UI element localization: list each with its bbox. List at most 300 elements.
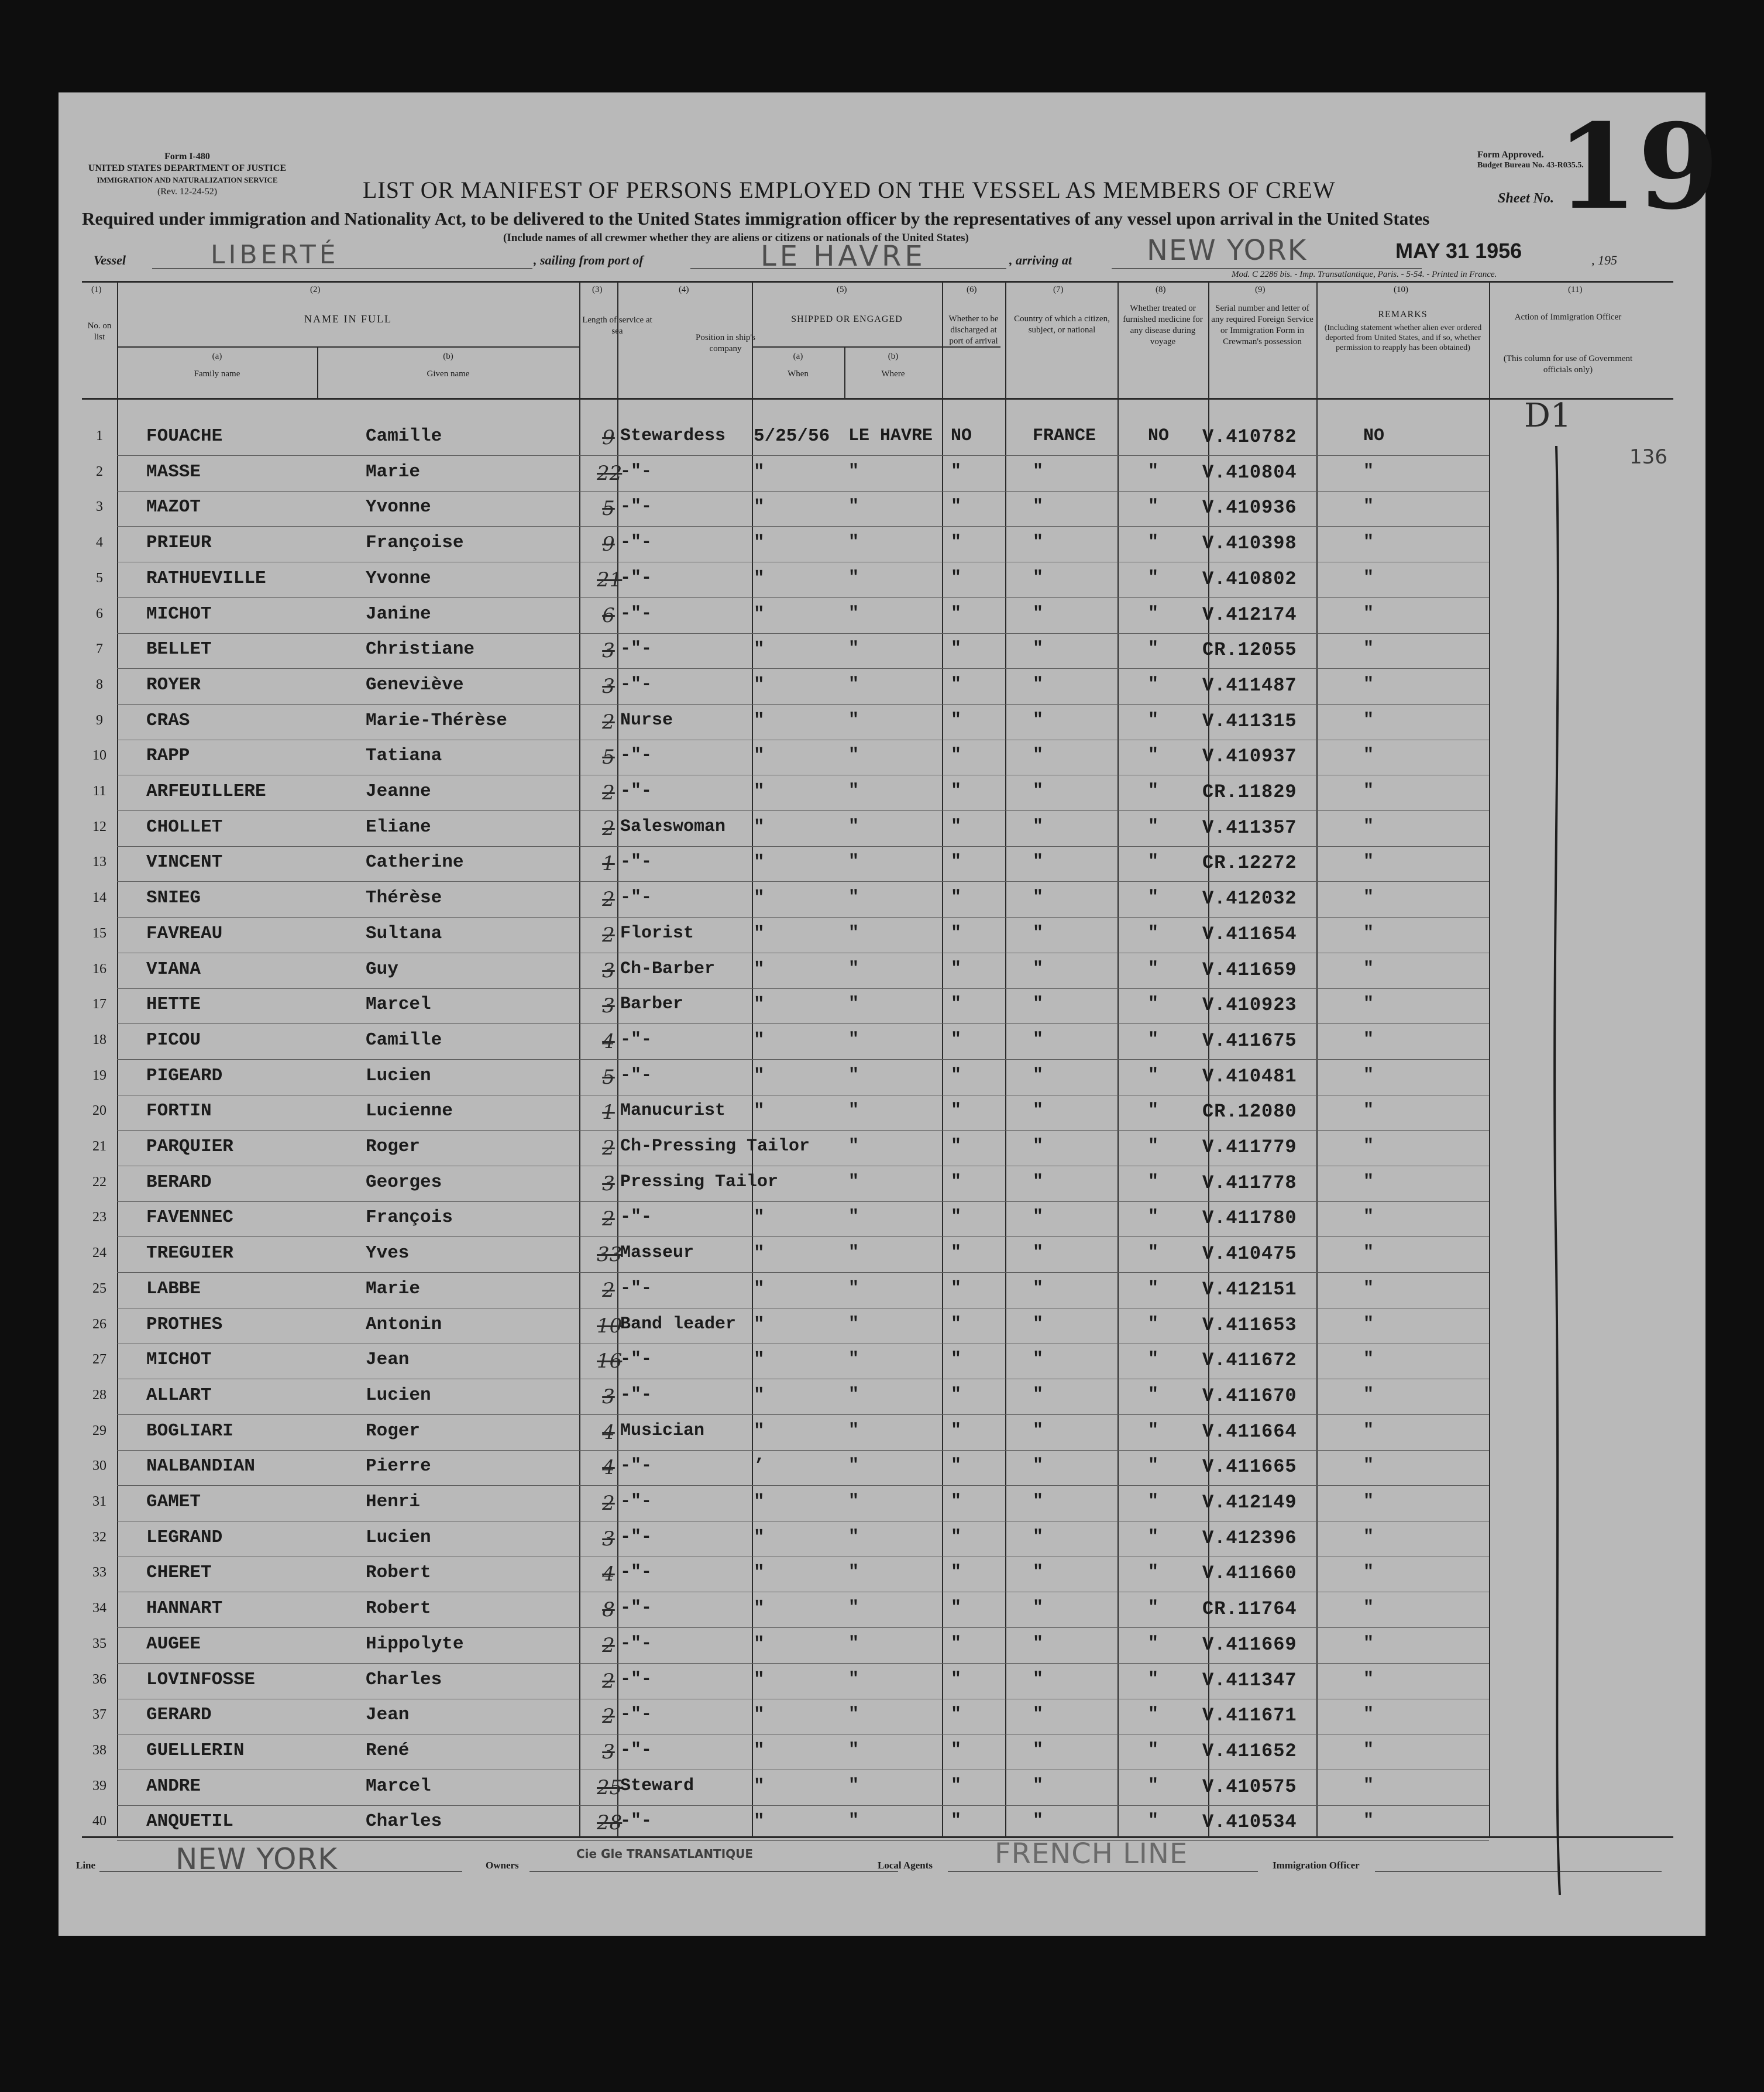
cell-family: FORTIN xyxy=(146,1101,212,1122)
cell-treated: " xyxy=(1148,1456,1159,1476)
cell-disch: " xyxy=(951,1492,962,1512)
cell-remarks: " xyxy=(1363,1456,1374,1476)
cell-treated: " xyxy=(1148,1101,1159,1121)
footer-officer-label: Immigration Officer xyxy=(1273,1860,1360,1871)
cell-disch: " xyxy=(951,1527,962,1547)
cell-country: " xyxy=(1033,1207,1044,1228)
cell-given: Georges xyxy=(366,1172,442,1193)
cell-svc: 2 xyxy=(602,923,615,947)
cell-when: " xyxy=(754,1492,765,1512)
cell-given: François xyxy=(366,1207,453,1228)
cell-svc: 10 xyxy=(597,1314,623,1338)
cell-treated: " xyxy=(1148,1243,1159,1263)
cell-where: " xyxy=(848,1101,859,1121)
cell-pos: -"- xyxy=(620,1562,652,1583)
cell-when: " xyxy=(754,533,765,554)
cell-remarks: " xyxy=(1363,461,1374,482)
cell-serial: V.411670 xyxy=(1202,1385,1297,1407)
cell-serial: V.411357 xyxy=(1202,816,1297,839)
cell-where: " xyxy=(848,1136,859,1156)
cell-country: " xyxy=(1033,1385,1044,1405)
cell-given: Yves xyxy=(366,1243,410,1264)
cell-remarks: " xyxy=(1363,568,1374,588)
cell-when: " xyxy=(754,1740,765,1761)
cell-where: " xyxy=(848,497,859,517)
cell-when: " xyxy=(754,1775,765,1796)
cell-family: BERARD xyxy=(146,1172,212,1193)
row-rule xyxy=(117,917,1489,918)
cell-where: " xyxy=(848,1065,859,1085)
cell-remarks: " xyxy=(1363,1669,1374,1689)
cell-pos: -"- xyxy=(620,568,652,588)
cell-treated: " xyxy=(1148,497,1159,517)
cell-given: Camille xyxy=(366,1029,442,1050)
cell-treated: " xyxy=(1148,1065,1159,1085)
cell-disch: " xyxy=(951,1029,962,1050)
cell-when: " xyxy=(754,603,765,624)
cell-svc: 3 xyxy=(602,639,615,663)
row-rule xyxy=(117,810,1489,811)
cell-remarks: " xyxy=(1363,1349,1374,1370)
cell-remarks: " xyxy=(1363,781,1374,801)
row-rule xyxy=(117,526,1489,527)
cell-pos: -"- xyxy=(620,1456,652,1476)
cell-when: " xyxy=(754,1385,765,1406)
budget-bureau: Budget Bureau No. 43-R035.5. xyxy=(1477,161,1584,170)
cell-serial: V.411779 xyxy=(1202,1136,1297,1158)
cell-pos: Florist xyxy=(620,923,694,943)
col-num: (3) xyxy=(592,285,603,294)
row-rule xyxy=(117,881,1489,882)
row-number: 14 xyxy=(92,890,106,906)
cell-given: Lucien xyxy=(366,1065,431,1086)
footer-line-label: Line xyxy=(76,1860,96,1871)
cell-given: Eliane xyxy=(366,816,431,837)
col-header-officer: Action of Immigration Officer xyxy=(1514,312,1622,322)
cell-where: " xyxy=(848,1172,859,1192)
cell-pos: -"- xyxy=(620,1705,652,1725)
cell-where: " xyxy=(848,1456,859,1476)
col-num: (10) xyxy=(1394,285,1408,294)
cell-svc: 28 xyxy=(597,1811,623,1835)
cell-country: " xyxy=(1033,1278,1044,1299)
row-rule xyxy=(117,1805,1489,1806)
cell-pos: Masseur xyxy=(620,1243,694,1263)
cell-where: " xyxy=(848,1278,859,1299)
col-header-discharged: Whether to be discharged at port of arrival xyxy=(948,314,999,346)
cell-family: AUGEE xyxy=(146,1633,201,1654)
cell-treated: " xyxy=(1148,1207,1159,1228)
cell-when: " xyxy=(754,1633,765,1654)
service: IMMIGRATION AND NATURALIZATION SERVICE xyxy=(97,176,278,184)
row-number: 18 xyxy=(92,1032,106,1047)
cell-treated: " xyxy=(1148,1527,1159,1547)
cell-country: " xyxy=(1033,1598,1044,1619)
cell-country: " xyxy=(1033,1633,1044,1654)
cell-when: " xyxy=(754,888,765,909)
cell-treated: " xyxy=(1148,923,1159,943)
cell-disch: " xyxy=(951,461,962,482)
cell-where: " xyxy=(848,1705,859,1725)
cell-svc: 5 xyxy=(602,746,615,770)
cell-where: " xyxy=(848,1740,859,1760)
cell-remarks: " xyxy=(1363,533,1374,553)
cell-family: CRAS xyxy=(146,710,190,731)
cell-svc: 9 xyxy=(602,426,615,449)
cell-treated: " xyxy=(1148,781,1159,801)
cell-country: " xyxy=(1033,568,1044,588)
row-rule xyxy=(117,1023,1489,1024)
cell-treated: " xyxy=(1148,1633,1159,1654)
col-num: (7) xyxy=(1053,285,1064,294)
col-header-no: No. on list xyxy=(87,321,112,342)
cell-where: " xyxy=(848,1527,859,1547)
row-rule xyxy=(117,455,1489,456)
row-number: 23 xyxy=(92,1210,106,1225)
cell-serial: V.410804 xyxy=(1202,461,1297,483)
cell-serial: V.411315 xyxy=(1202,710,1297,732)
cell-country: " xyxy=(1033,1101,1044,1121)
col-num: (5) xyxy=(837,285,847,294)
col-num: (4) xyxy=(679,285,689,294)
row-number: 40 xyxy=(92,1813,106,1829)
row-number: 33 xyxy=(92,1565,106,1581)
cell-where: " xyxy=(848,1492,859,1512)
row-number: 12 xyxy=(92,819,106,834)
cell-where: " xyxy=(848,1029,859,1050)
cell-svc: 3 xyxy=(602,959,615,983)
cell-family: MICHOT xyxy=(146,603,212,624)
cell-family: BOGLIARI xyxy=(146,1420,233,1441)
cell-given: Tatiana xyxy=(366,746,442,767)
cell-remarks: NO xyxy=(1363,426,1385,446)
cell-remarks: " xyxy=(1363,1562,1374,1583)
cell-serial: CR.12080 xyxy=(1202,1101,1297,1123)
cell-family: LEGRAND xyxy=(146,1527,223,1548)
cell-treated: " xyxy=(1148,1136,1159,1156)
cell-given: Marcel xyxy=(366,994,431,1015)
cell-family: GUELLERIN xyxy=(146,1740,245,1761)
cell-country: FRANCE xyxy=(1033,426,1096,446)
cell-where: " xyxy=(848,533,859,553)
cell-given: Jeanne xyxy=(366,781,431,802)
cell-disch: " xyxy=(951,781,962,801)
cell-when: " xyxy=(754,1029,765,1050)
cell-family: TREGUIER xyxy=(146,1243,233,1264)
col-num: (2) xyxy=(310,285,321,294)
cell-pos: -"- xyxy=(620,639,652,659)
col-sub-tag: (a) xyxy=(793,352,803,361)
officer-bracket-line xyxy=(1539,444,1580,1906)
row-number: 8 xyxy=(96,676,103,692)
cell-disch: " xyxy=(951,1562,962,1583)
cell-svc: 3 xyxy=(602,1740,615,1764)
cell-family: VIANA xyxy=(146,959,201,980)
cell-country: " xyxy=(1033,1172,1044,1192)
cell-country: " xyxy=(1033,816,1044,837)
cell-serial: V.411347 xyxy=(1202,1669,1297,1691)
cell-serial: V.410937 xyxy=(1202,746,1297,768)
cell-given: René xyxy=(366,1740,410,1761)
cell-family: CHERET xyxy=(146,1562,212,1583)
cell-pos: -"- xyxy=(620,1349,652,1370)
cell-country: " xyxy=(1033,461,1044,482)
cell-svc: 2 xyxy=(602,781,615,805)
cell-pos: Barber xyxy=(620,994,684,1015)
cell-pos: -"- xyxy=(620,497,652,517)
row-number: 1 xyxy=(96,428,103,444)
cell-family: VINCENT xyxy=(146,852,223,873)
include-note: (Include names of all crewmer whether they are aliens or citizens or nationals of the United States) xyxy=(503,232,969,244)
cell-given: Pierre xyxy=(366,1456,431,1477)
row-rule xyxy=(117,1414,1489,1415)
cell-country: " xyxy=(1033,1811,1044,1832)
cell-treated: " xyxy=(1148,994,1159,1015)
cell-pos: Saleswoman xyxy=(620,816,726,837)
cell-pos: -"- xyxy=(620,533,652,553)
cell-where: LE HAVRE xyxy=(848,426,933,446)
cell-serial: V.411778 xyxy=(1202,1172,1297,1194)
cell-pos: Musician xyxy=(620,1420,705,1441)
cell-serial: CR.12272 xyxy=(1202,852,1297,874)
cell-svc: 3 xyxy=(602,1385,615,1409)
row-number: 16 xyxy=(92,961,106,977)
row-number: 31 xyxy=(92,1494,106,1509)
cell-treated: " xyxy=(1148,533,1159,553)
cell-serial: V.410481 xyxy=(1202,1065,1297,1087)
row-rule xyxy=(117,1627,1489,1628)
row-rule xyxy=(117,704,1489,705)
cell-disch: " xyxy=(951,1598,962,1619)
cell-remarks: " xyxy=(1363,1633,1374,1654)
officer-count: 136 xyxy=(1629,445,1667,469)
cell-remarks: " xyxy=(1363,1136,1374,1156)
cell-pos: -"- xyxy=(620,674,652,695)
cell-remarks: " xyxy=(1363,1065,1374,1085)
cell-when: 5/25/56 xyxy=(754,426,830,446)
cell-disch: " xyxy=(951,568,962,588)
cell-where: " xyxy=(848,923,859,943)
cell-pos: -"- xyxy=(620,461,652,482)
row-rule xyxy=(117,1663,1489,1664)
footer-agents-label: Local Agents xyxy=(878,1860,933,1871)
col-header-serial: Serial number and letter of any required Foreign Service or Immigration Form in Crewman's possession xyxy=(1211,304,1313,346)
cell-country: " xyxy=(1033,603,1044,624)
cell-svc: 3 xyxy=(602,1172,615,1196)
cell-country: " xyxy=(1033,710,1044,730)
cell-svc: 22 xyxy=(597,461,623,485)
cell-when: " xyxy=(754,852,765,873)
cell-serial: CR.11764 xyxy=(1202,1598,1297,1620)
cell-family: FAVENNEC xyxy=(146,1207,233,1228)
cell-when: " xyxy=(754,1243,765,1264)
cell-where: " xyxy=(848,1420,859,1441)
cell-given: Camille xyxy=(366,426,442,446)
sailing-label: , sailing from port of xyxy=(534,253,644,267)
cell-remarks: " xyxy=(1363,994,1374,1015)
cell-treated: " xyxy=(1148,1314,1159,1334)
cell-country: " xyxy=(1033,1669,1044,1689)
cell-country: " xyxy=(1033,746,1044,766)
cell-disch: " xyxy=(951,1207,962,1228)
col-header-remarks: REMARKS xyxy=(1378,310,1428,320)
cell-country: " xyxy=(1033,994,1044,1015)
col-num: (11) xyxy=(1568,285,1583,294)
cell-remarks: " xyxy=(1363,1314,1374,1334)
cell-svc: 2 xyxy=(602,816,615,840)
cell-where: " xyxy=(848,1811,859,1832)
cell-pos: -"- xyxy=(620,1669,652,1689)
cell-country: " xyxy=(1033,1456,1044,1476)
cell-svc: 4 xyxy=(602,1029,615,1053)
cell-country: " xyxy=(1033,1420,1044,1441)
cell-treated: " xyxy=(1148,1705,1159,1725)
cell-serial: V.412032 xyxy=(1202,888,1297,910)
cell-serial: V.411672 xyxy=(1202,1349,1297,1372)
col-num: (8) xyxy=(1156,285,1166,294)
cell-when: " xyxy=(754,1669,765,1690)
cell-disch: " xyxy=(951,1243,962,1263)
cell-pos: -"- xyxy=(620,603,652,624)
cell-treated: " xyxy=(1148,746,1159,766)
cell-pos: Steward xyxy=(620,1775,694,1796)
col-header-where: Where xyxy=(881,369,905,379)
cell-svc: 9 xyxy=(602,533,615,557)
cell-where: " xyxy=(848,1598,859,1619)
form-approved: Form Approved. xyxy=(1477,150,1544,160)
cell-where: " xyxy=(848,1669,859,1689)
cell-treated: " xyxy=(1148,568,1159,588)
cell-treated: " xyxy=(1148,1492,1159,1512)
cell-given: Françoise xyxy=(366,533,464,554)
arriving-label: , arriving at xyxy=(1009,253,1072,267)
cell-pos: Ch-Barber xyxy=(620,959,716,979)
cell-when: " xyxy=(754,781,765,802)
cell-pos: -"- xyxy=(620,1385,652,1405)
col-header-treated: Whether treated or furnished medicine for any disease during voyage xyxy=(1123,304,1203,346)
cell-given: Catherine xyxy=(366,852,464,873)
cell-serial: V.410923 xyxy=(1202,994,1297,1016)
cell-family: GAMET xyxy=(146,1492,201,1512)
col-num: (9) xyxy=(1255,285,1266,294)
cell-where: " xyxy=(848,994,859,1015)
cell-svc: 8 xyxy=(602,1598,615,1622)
row-number: 26 xyxy=(92,1316,106,1332)
cell-when: " xyxy=(754,1207,765,1228)
cell-when: " xyxy=(754,1811,765,1832)
cell-family: GERARD xyxy=(146,1705,212,1726)
footer-agents: FRENCH LINE xyxy=(995,1837,1188,1870)
cell-family: LOVINFOSSE xyxy=(146,1669,256,1690)
cell-where: " xyxy=(848,710,859,730)
cell-when: " xyxy=(754,1101,765,1122)
form-identifier xyxy=(59,151,316,198)
cell-svc: 3 xyxy=(602,994,615,1018)
cell-disch: " xyxy=(951,1669,962,1689)
cell-serial: V.412174 xyxy=(1202,603,1297,626)
cell-remarks: " xyxy=(1363,1705,1374,1725)
cell-where: " xyxy=(848,674,859,695)
page-title: LIST OR MANIFEST OF PERSONS EMPLOYED ON THE VESSEL AS MEMBERS OF CREW xyxy=(363,177,1336,203)
cell-remarks: " xyxy=(1363,923,1374,943)
cell-given: Robert xyxy=(366,1598,431,1619)
cell-treated: " xyxy=(1148,1172,1159,1192)
cell-disch: " xyxy=(951,1278,962,1299)
cell-where: " xyxy=(848,816,859,837)
cell-treated: " xyxy=(1148,852,1159,872)
cell-svc: 1 xyxy=(602,1101,615,1125)
cell-disch: " xyxy=(951,1172,962,1192)
cell-treated: " xyxy=(1148,959,1159,979)
row-number: 11 xyxy=(92,784,106,799)
cell-disch: " xyxy=(951,533,962,553)
row-rule xyxy=(117,846,1489,847)
cell-disch: " xyxy=(951,674,962,695)
cell-where: " xyxy=(848,1775,859,1796)
cell-given: Marie xyxy=(366,461,421,482)
cell-disch: " xyxy=(951,1811,962,1832)
print-note: Mod. C 2286 bis. - Imp. Transatlantique, Paris. - 5-54. - Printed in France. xyxy=(1232,270,1497,279)
cell-family: PIGEARD xyxy=(146,1065,223,1086)
cell-country: " xyxy=(1033,533,1044,553)
cell-treated: " xyxy=(1148,1278,1159,1299)
cell-when: " xyxy=(754,816,765,837)
cell-svc: 2 xyxy=(602,1669,615,1693)
cell-remarks: " xyxy=(1363,1740,1374,1760)
cell-given: Antonin xyxy=(366,1314,442,1335)
cell-given: Yvonne xyxy=(366,568,431,589)
row-rule xyxy=(117,668,1489,669)
cell-given: Marie-Thérèse xyxy=(366,710,507,731)
cell-disch: " xyxy=(951,852,962,872)
cell-serial: V.412149 xyxy=(1202,1492,1297,1513)
cell-country: " xyxy=(1033,959,1044,979)
row-number: 25 xyxy=(92,1280,106,1296)
cell-given: Jean xyxy=(366,1349,410,1370)
cell-given: Charles xyxy=(366,1669,442,1690)
cell-treated: " xyxy=(1148,639,1159,659)
cell-serial: V.412396 xyxy=(1202,1527,1297,1549)
cell-treated: " xyxy=(1148,1775,1159,1796)
row-number: 28 xyxy=(92,1387,106,1403)
row-rule xyxy=(117,491,1489,492)
cell-svc: 1 xyxy=(602,852,615,876)
cell-disch: " xyxy=(951,746,962,766)
cell-disch: " xyxy=(951,959,962,979)
cell-disch: " xyxy=(951,994,962,1015)
cell-country: " xyxy=(1033,1029,1044,1050)
sheet-number-large: 19 xyxy=(1556,98,1720,236)
cell-serial: V.410398 xyxy=(1202,533,1297,555)
cell-pos: Pressing Tailor xyxy=(620,1172,779,1192)
row-number: 22 xyxy=(92,1174,106,1190)
cell-remarks: " xyxy=(1363,816,1374,837)
cell-given: Jean xyxy=(366,1705,410,1726)
cell-serial: V.411653 xyxy=(1202,1314,1297,1336)
cell-serial: V.411671 xyxy=(1202,1705,1297,1727)
cell-remarks: " xyxy=(1363,1492,1374,1512)
cell-disch: " xyxy=(951,1314,962,1334)
cell-pos: Nurse xyxy=(620,710,673,730)
cell-given: Sultana xyxy=(366,923,442,944)
cell-disch: " xyxy=(951,1349,962,1370)
cell-where: " xyxy=(848,852,859,872)
row-number: 36 xyxy=(92,1671,106,1687)
cell-given: Christiane xyxy=(366,639,475,660)
vessel-name: LIBERTÉ xyxy=(211,240,339,270)
cell-disch: " xyxy=(951,1456,962,1476)
cell-treated: " xyxy=(1148,461,1159,482)
